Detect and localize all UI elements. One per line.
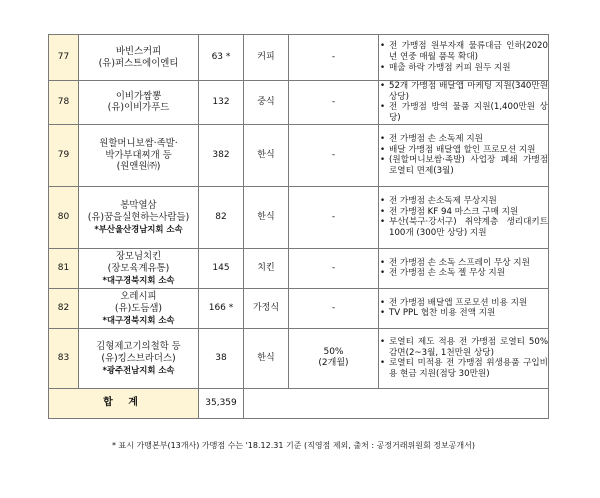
support-details	[379, 288, 549, 328]
support-list	[379, 134, 548, 177]
brand-name-line: (유)퍼스트에이엔티	[98, 57, 179, 69]
business-sector: 한식	[244, 328, 289, 388]
support-item: • 전 가맹점 손소독제 무상지원	[379, 196, 548, 207]
store-count: 132	[199, 81, 244, 125]
branch-affiliation: *광주전남지회 소속	[102, 364, 175, 375]
support-item: • 전 가맹점 손 소독 젤 무상 지원	[379, 268, 548, 279]
brand-cell	[79, 328, 199, 388]
table-row	[49, 288, 549, 328]
support-details	[379, 35, 549, 81]
total-row	[49, 388, 549, 418]
table-row	[49, 328, 549, 388]
total-count: 35,359	[199, 388, 244, 418]
support-item: • 전 가맹점 원부자재 물류대금 인하(2020년 연중 매월 품목 확대)	[379, 41, 548, 62]
row-number: 82	[49, 288, 79, 328]
franchise-support-table	[48, 34, 549, 419]
brand-name-line: 김형제고기의철학 등	[96, 341, 181, 353]
support-details	[379, 248, 549, 288]
brand-name-line: (유)도듬샘)	[114, 303, 163, 315]
brand-cell	[79, 124, 199, 186]
royalty-reduction: -	[289, 288, 379, 328]
business-sector: 한식	[244, 124, 289, 186]
store-count: 38	[199, 328, 244, 388]
row-number: 80	[49, 186, 79, 248]
row-number: 79	[49, 124, 79, 186]
support-list	[379, 41, 548, 73]
table-row	[49, 186, 549, 248]
store-count: 166 *	[199, 288, 244, 328]
brand-cell	[79, 248, 199, 288]
store-count: 63 *	[199, 35, 244, 81]
brand-cell	[79, 288, 199, 328]
total-empty-cell	[244, 388, 549, 418]
brand-name-line: 이비가짬뽕	[115, 90, 162, 102]
business-sector: 커피	[244, 35, 289, 81]
support-details	[379, 124, 549, 186]
total-label: 합 계	[49, 388, 199, 418]
royalty-reduction: -	[289, 248, 379, 288]
brand-cell	[79, 35, 199, 81]
branch-affiliation: *대구경북지회 소속	[102, 314, 175, 325]
support-item: • 전 가맹점 손 소독제 지원	[379, 134, 548, 145]
support-item: • 배달 가맹점 배달앱 할인 프로모션 지원	[379, 145, 548, 156]
branch-affiliation: *부산울산경남지회 소속	[94, 223, 183, 234]
business-sector: 치킨	[244, 248, 289, 288]
brand-name-line: 오레시피	[120, 291, 157, 303]
royalty-reduction: -	[289, 35, 379, 81]
support-details	[379, 81, 549, 125]
brand-cell	[79, 186, 199, 248]
row-number: 77	[49, 35, 79, 81]
support-list	[379, 258, 548, 279]
table-row	[49, 81, 549, 125]
row-number: 81	[49, 248, 79, 288]
store-count: 82	[199, 186, 244, 248]
support-item: • 매출 하락 가맹점 커피 원두 지원	[379, 63, 548, 74]
support-details	[379, 328, 549, 388]
support-item: • 전 가맹점 손 소독 스프레이 무상 지원	[379, 258, 548, 269]
support-item: • 전 가맹점 방역 물품 지원(1,400만원 상당)	[379, 102, 548, 123]
brand-name-line: 장모님치킨	[115, 251, 162, 263]
royalty-reduction: 50% (2개월)	[289, 328, 379, 388]
table-row	[49, 124, 549, 186]
royalty-reduction: -	[289, 186, 379, 248]
brand-name-line: 바빈스커피	[115, 45, 162, 57]
support-list	[379, 81, 548, 124]
brand-name-line: (유)꿈을실현하는사람들)	[87, 212, 190, 224]
support-item: • 52개 가맹점 배달앱 마케팅 지원(340만원 상당)	[379, 81, 548, 102]
store-count: 382	[199, 124, 244, 186]
table-row	[49, 248, 549, 288]
table-body	[49, 35, 549, 419]
support-item: • 로열티 제도 적용 전 가맹점 로열티 50% 감면(2~3월, 1천만원 상당)	[379, 337, 548, 358]
business-sector: 한식	[244, 186, 289, 248]
brand-name-line: (원앤원㈜)	[116, 161, 161, 173]
branch-affiliation: *대구경북지회 소속	[102, 274, 175, 285]
table-row	[49, 35, 549, 81]
store-count: 145	[199, 248, 244, 288]
support-item: • 로열티 미적용 전 가맹점 위생용품 구입비용 현금 지원(점당 30만원)	[379, 358, 548, 379]
business-sector: 가정식	[244, 288, 289, 328]
business-sector: 중식	[244, 81, 289, 125]
support-list	[379, 298, 548, 319]
support-item: • (원할머니보쌈·족발) 사업장 폐쇄 가맹점 로열티 면제(3월)	[379, 155, 548, 176]
brand-name-line: (유)킹스브라더스)	[101, 353, 176, 365]
row-number: 83	[49, 328, 79, 388]
support-list	[379, 196, 548, 239]
royalty-reduction: -	[289, 124, 379, 186]
support-list	[379, 337, 548, 380]
brand-name-line: (유)이비가푸드	[107, 102, 170, 114]
brand-name-line: 박가부대찌개 등	[105, 149, 172, 161]
support-item: • 전 가맹점 배달앱 프로모션 비용 지원	[379, 298, 548, 309]
support-item: • 전 가맹점 KF 94 마스크 구매 지원	[379, 207, 548, 218]
support-item: • TV PPL 협찬 비용 전액 지원	[379, 308, 548, 319]
footnote: * 표시 가맹본부(13개사) 가맹점 수는 '18.12.31 기준 (직영점 제외, 출처 : 공정거래위원회 정보공개서)	[112, 441, 475, 450]
brand-name-line: (장모육계유통)	[107, 263, 170, 275]
royalty-reduction: -	[289, 81, 379, 125]
support-details	[379, 186, 549, 248]
brand-name-line: 봉막열삼	[120, 200, 157, 212]
brand-name-line: 원할머니보쌈·족발·	[99, 137, 178, 149]
support-item: • 부산(북구·강서구) 취약계층 생리대키트 100개 (300만 상당) 지원	[379, 217, 548, 238]
row-number: 78	[49, 81, 79, 125]
brand-cell	[79, 81, 199, 125]
